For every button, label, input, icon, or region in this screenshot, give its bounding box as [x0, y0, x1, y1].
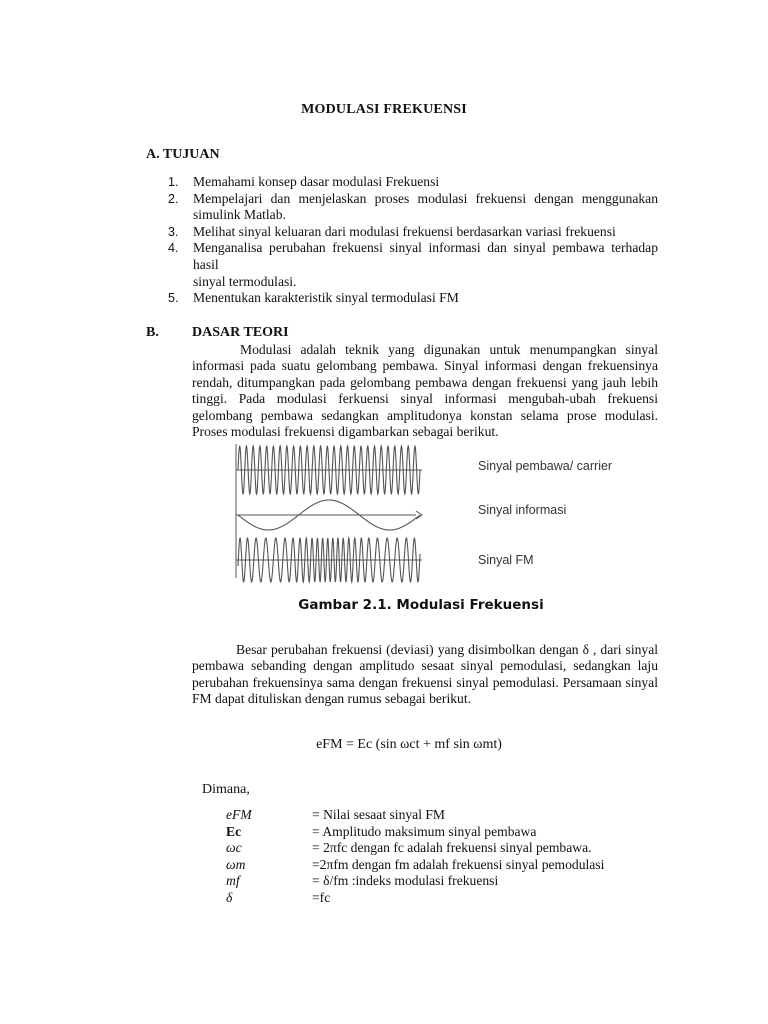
theory-paragraph	[192, 342, 658, 440]
list-item	[160, 290, 658, 307]
objectives-list	[160, 174, 658, 307]
definition-desc: = Amplitudo maksimum sinyal pembawa	[312, 823, 537, 839]
list-item	[160, 174, 658, 191]
list-text: Menganalisa perubahan frekuensi sinyal informasi dan sinyal pembawa terhadap hasil	[193, 240, 658, 272]
list-number: 4.	[168, 241, 179, 256]
list-number: 2.	[168, 191, 179, 206]
list-text: Memahami konsep dasar modulasi Frekuensi	[193, 174, 440, 189]
definition-symbol: δ	[226, 889, 233, 905]
dimana-label: Dimana,	[202, 782, 250, 797]
list-item	[160, 224, 658, 241]
definition-symbol: Ec	[226, 823, 242, 839]
definition-symbol: eFM	[226, 807, 252, 822]
definition-desc: =2πfm dengan fm adalah frekuensi sinyal pemodulasi	[312, 856, 605, 872]
definition-row	[226, 824, 604, 841]
list-number: 3.	[168, 224, 179, 239]
definition-symbol: ωc	[226, 840, 242, 856]
definition-desc: = Nilai sesaat sinyal FM	[312, 807, 446, 822]
definition-row	[226, 857, 604, 874]
list-text-continued: sinyal termodulasi.	[193, 273, 297, 289]
section-b-letter: B.	[146, 325, 159, 340]
carrier-wave	[238, 446, 420, 494]
definition-row	[226, 807, 604, 824]
fm-formula-text: eFM = Ec (sin ωct + mf sin ωmt)	[316, 737, 502, 752]
list-text-block	[193, 240, 658, 290]
list-number: 5.	[168, 291, 179, 306]
information-label: Sinyal informasi	[478, 503, 567, 517]
list-text: Melihat sinyal keluaran dari modulasi frekuensi berdasarkan variasi frekuensi	[193, 223, 616, 239]
figure-caption: Gambar 2.1. Modulasi Frekuensi	[298, 597, 544, 613]
list-number: 1.	[168, 175, 179, 189]
definition-desc: = 2πfc dengan fc adalah frekuensi sinyal pembawa.	[312, 840, 592, 856]
definition-row	[226, 890, 604, 907]
carrier-label: Sinyal pembawa/ carrier	[478, 459, 613, 473]
fm-formula	[0, 737, 768, 753]
section-a-heading: A. TUJUAN	[146, 147, 220, 162]
document-title: MODULASI FREKUENSI	[301, 102, 467, 117]
fm-label: Sinyal FM	[478, 553, 534, 567]
deviation-paragraph	[192, 642, 658, 708]
deviation-paragraph-text: Besar perubahan frekuensi (deviasi) yang disimbolkan dengan δ , dari sinyal pembawa sebanding dengan amplitudo sesaat sinyal pemodulasi, sedangkan laju perubahan frekuensinya sama dengan frekuensi sinyal pemodulasi. Persamaan sinyal FM dapat dituliskan dengan rumus sebagai berikut.	[192, 642, 658, 707]
list-text: Menentukan karakteristik sinyal termodulasi FM	[193, 290, 459, 306]
definitions-list	[226, 807, 604, 907]
theory-paragraph-text: Modulasi adalah teknik yang digunakan untuk menumpangkan sinyal informasi pada suatu gelombang pembawa. Sinyal informasi dengan frekuensinya rendah, ditumpangkan pada gelombang pembawa dengan frekuensi yang jauh lebih tinggi. Pada modulasi ferkuensi sinyal informasi mengubah-ubah frekuensi gelombang pembawa sedangkan amplitudonya konstan selama prose modulasi. Proses modulasi frekuensi digambarkan sebagai berikut.	[192, 342, 658, 440]
definition-desc: = δ/fm :indeks modulasi frekuensi	[312, 873, 499, 889]
list-item	[160, 191, 658, 224]
definition-symbol: mf	[226, 873, 240, 889]
list-item	[160, 240, 658, 290]
list-text: Mempelajari dan menjelaskan proses modulasi frekuensi dengan menggunakan simulink Matlab.	[193, 190, 658, 223]
definition-symbol: ωm	[226, 856, 246, 872]
definition-desc: =fc	[312, 889, 331, 905]
fm-modulation-figure	[232, 440, 632, 588]
definition-row	[226, 840, 604, 857]
fm-waveforms-diagram	[232, 440, 632, 588]
section-b-heading: DASAR TEORI	[192, 325, 289, 340]
definition-row	[226, 873, 604, 890]
